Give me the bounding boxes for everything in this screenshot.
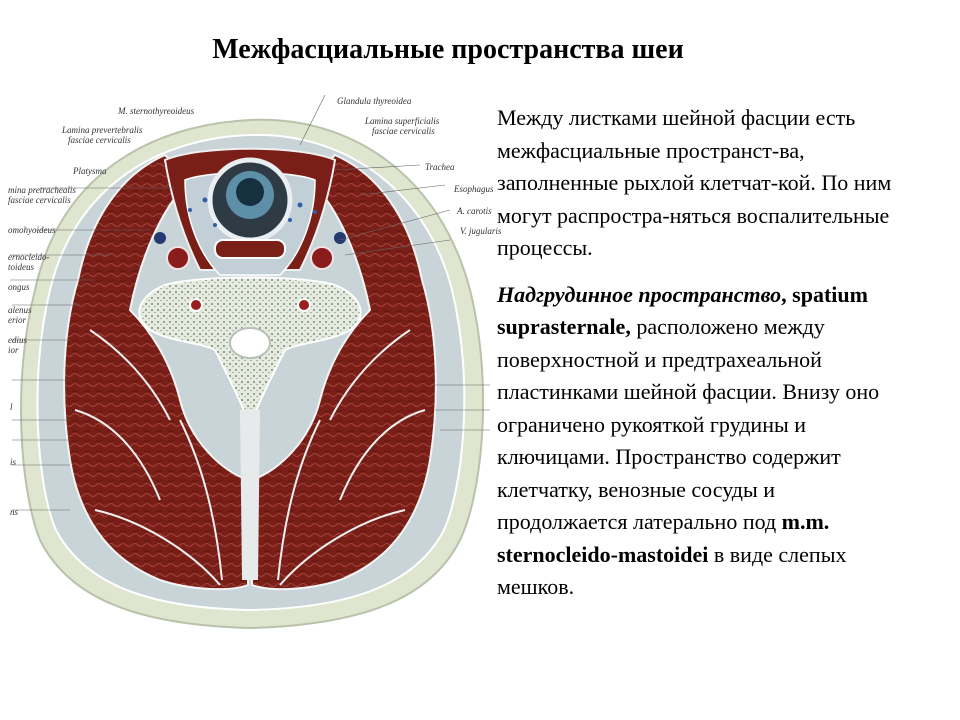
suprasternal-term: Надгрудинное пространство: [497, 281, 782, 307]
label-medius: edius: [8, 335, 27, 345]
slide-title: Межфасциальные пространства шеи: [212, 34, 684, 65]
label-lamina-superficialis-2: fasciae cervicalis: [372, 126, 435, 136]
muscle-term: m.m. sternocleido-mastoidei: [497, 509, 830, 567]
suprasternal-end: в виде слепых мешков.: [497, 541, 847, 599]
label-trachea: Trachea: [425, 162, 455, 172]
label-scalenus: alenus: [8, 305, 32, 315]
label-lamina-prevertebralis: Lamina prevertebralis: [62, 125, 143, 135]
term-comma: ,: [781, 281, 787, 307]
label-side-3: ns: [10, 507, 19, 517]
label-sternocleidomastoideus-2: toideus: [8, 262, 34, 272]
label-lamina-superficialis: Lamina superficialis: [365, 116, 440, 126]
label-sternothyreoideus: M. sternothyreoideus: [118, 106, 195, 116]
neck-cross-section-figure: [0, 80, 500, 640]
label-v-jugularis: V. jugularis: [460, 226, 502, 236]
label-pretrachealis: mina pretrachealis: [8, 185, 76, 195]
label-lamina-prevertebralis-2: fasciae cervicalis: [68, 135, 131, 145]
label-longus: ongus: [8, 282, 30, 292]
label-scalenus-2: erior: [8, 315, 26, 325]
latin-term: spatium suprasternale,: [497, 281, 868, 339]
label-a-carotis: A. carotis: [457, 206, 492, 216]
label-platysma: Platysma: [73, 166, 107, 176]
label-side-1: l: [10, 402, 13, 412]
label-glandula-thyreoidea: Glandula thyreoidea: [337, 96, 412, 106]
label-oesophagus: Esophagus: [454, 184, 494, 194]
label-sternocleidomastoideus: ernocleido-: [8, 252, 50, 262]
label-medius-2: ior: [8, 345, 19, 355]
suprasternal-body: расположено между поверхностной и предтрахеальной пластинками шейной фасции. Внизу оно ограничено рукояткой грудины и ключицами. Пространство содержит клетчатку, венозные сосуды и продолжается латерально под: [497, 314, 880, 534]
label-side-2: is: [10, 457, 17, 467]
label-omohyoideus: omohyoideus: [8, 225, 56, 235]
intro-paragraph: Между листками шейной фасции есть межфасциальные пространст-ва, заполненные рыхлой клетчат-кой. По ним могут распростра-няться воспалительные процессы.: [497, 105, 892, 260]
suprasternal-paragraph: [497, 279, 907, 604]
text-column: [497, 102, 907, 604]
label-pretrachealis-2: fasciae cervicalis: [8, 195, 71, 205]
